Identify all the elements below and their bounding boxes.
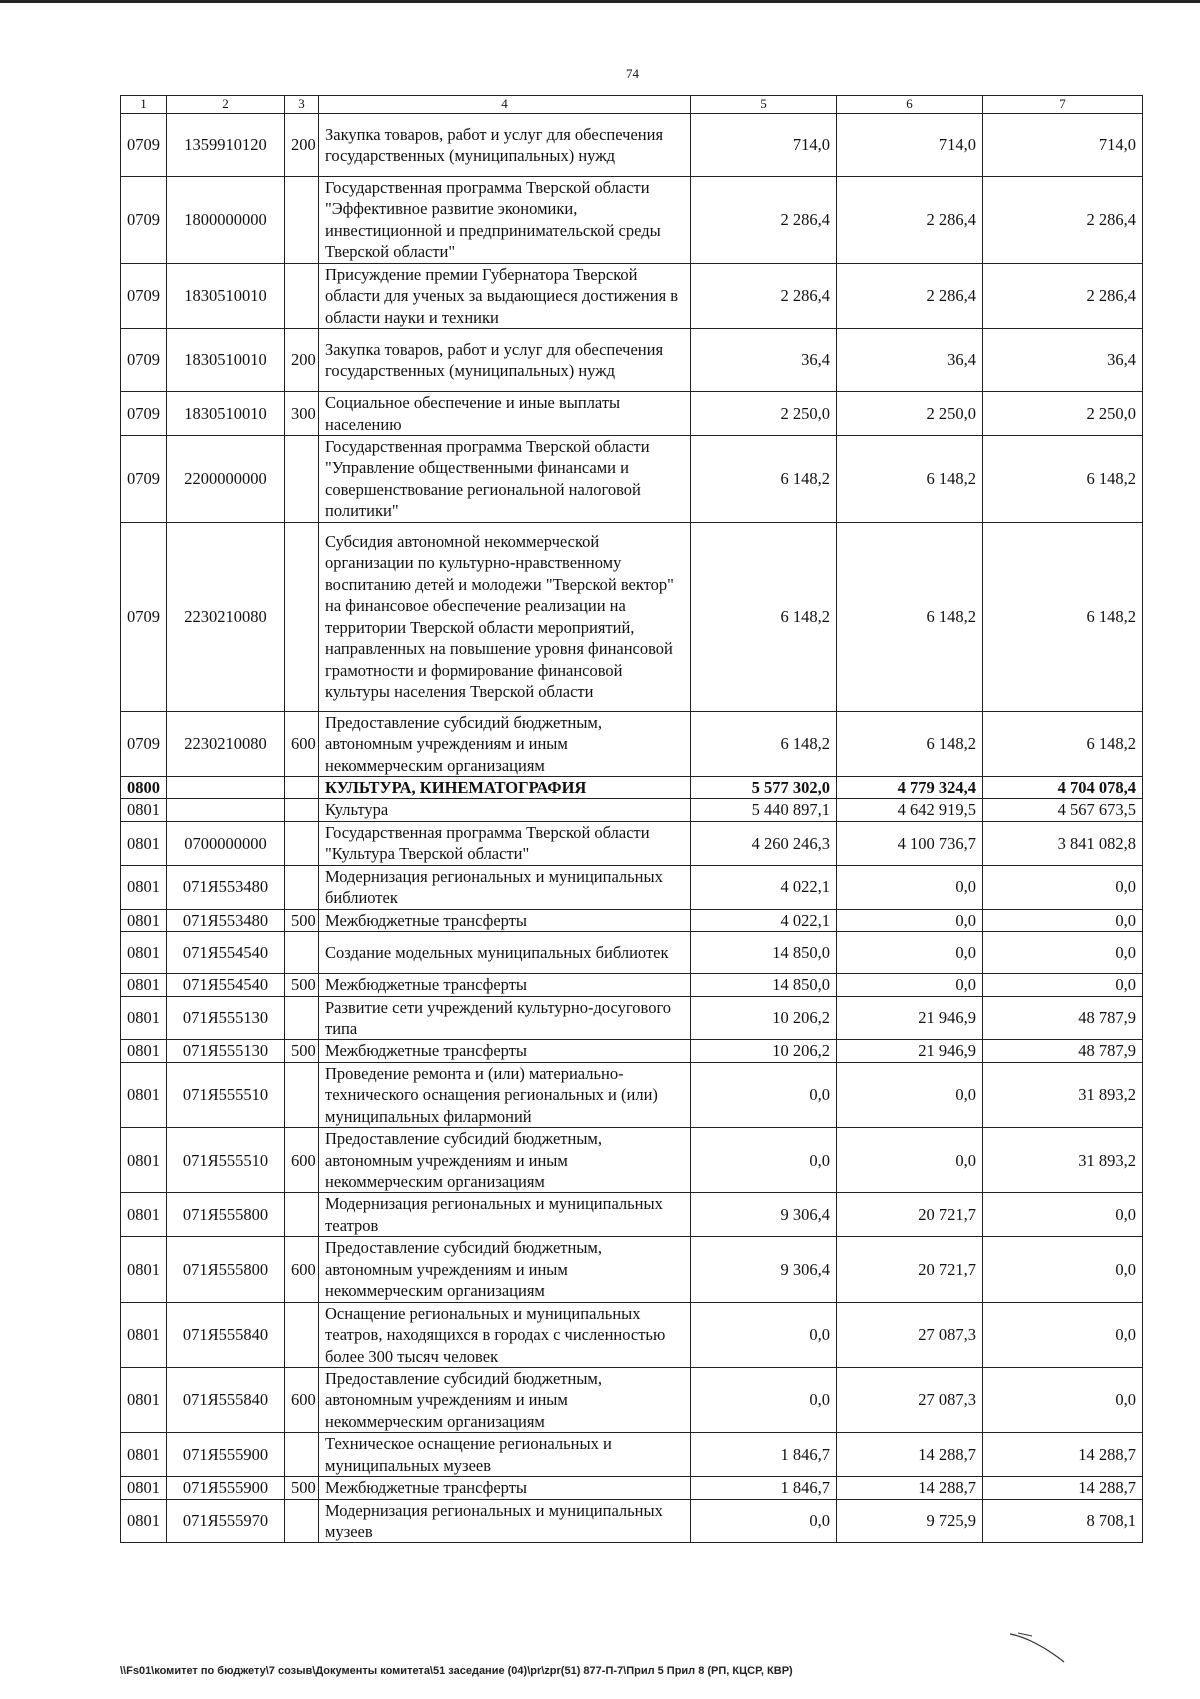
amount-col5-cell: 2 286,4 (691, 263, 837, 328)
target-code-cell: 071Я555130 (167, 1040, 285, 1062)
amount-col5-cell: 1 846,7 (691, 1477, 837, 1499)
item-name-cell: Государственная программа Тверской области "Эффективное развитие экономики, инвестиционной и предпринимательской среды Тверской области" (319, 177, 691, 264)
budget-table (120, 95, 1143, 1543)
amount-col6-cell: 0,0 (837, 1128, 983, 1193)
target-code-cell: 071Я555970 (167, 1499, 285, 1543)
target-code-cell: 1830510010 (167, 329, 285, 392)
amount-col6-cell: 2 286,4 (837, 263, 983, 328)
table-row (121, 909, 1143, 931)
amount-col5-cell: 0,0 (691, 1302, 837, 1367)
target-code-cell: 071Я554540 (167, 932, 285, 974)
amount-col7-cell: 48 787,9 (983, 996, 1143, 1040)
amount-col6-cell: 4 779 324,4 (837, 777, 983, 799)
expense-type-cell: 500 (285, 1040, 319, 1062)
amount-col5-cell: 10 206,2 (691, 996, 837, 1040)
amount-col7-cell: 31 893,2 (983, 1062, 1143, 1127)
amount-col6-cell: 2 286,4 (837, 177, 983, 264)
expense-type-cell: 300 (285, 392, 319, 436)
item-name-cell: Межбюджетные трансферты (319, 909, 691, 931)
amount-col5-cell: 14 850,0 (691, 974, 837, 996)
target-code-cell: 071Я555900 (167, 1477, 285, 1499)
target-code-cell: 071Я555510 (167, 1062, 285, 1127)
table-row (121, 1062, 1143, 1127)
table-row (121, 865, 1143, 909)
section-code-cell: 0801 (121, 1367, 167, 1432)
expense-type-cell: 600 (285, 1367, 319, 1432)
item-name-cell: Присуждение премии Губернатора Тверской области для ученых за выдающиеся достижения в области науки и техники (319, 263, 691, 328)
amount-col7-cell: 2 286,4 (983, 177, 1143, 264)
column-header: 6 (837, 96, 983, 114)
expense-type-cell (285, 522, 319, 711)
amount-col7-cell: 0,0 (983, 909, 1143, 931)
item-name-cell: Межбюджетные трансферты (319, 974, 691, 996)
target-code-cell (167, 777, 285, 799)
item-name-cell: Государственная программа Тверской области "Управление общественными финансами и совершенствование региональной налоговой политики" (319, 435, 691, 522)
amount-col6-cell: 0,0 (837, 1062, 983, 1127)
amount-col7-cell: 2 286,4 (983, 263, 1143, 328)
section-code-cell: 0709 (121, 329, 167, 392)
item-name-cell: Техническое оснащение региональных и муниципальных музеев (319, 1433, 691, 1477)
table-row (121, 1367, 1143, 1432)
table-row (121, 1040, 1143, 1062)
amount-col7-cell: 6 148,2 (983, 435, 1143, 522)
target-code-cell: 2230210080 (167, 522, 285, 711)
table-row (121, 392, 1143, 436)
target-code-cell: 1830510010 (167, 392, 285, 436)
section-code-cell: 0801 (121, 1433, 167, 1477)
table-row (121, 1499, 1143, 1543)
item-name-cell: Культура (319, 799, 691, 821)
amount-col7-cell: 0,0 (983, 974, 1143, 996)
target-code-cell: 071Я555800 (167, 1193, 285, 1237)
expense-type-cell (285, 1062, 319, 1127)
table-row (121, 435, 1143, 522)
amount-col7-cell: 14 288,7 (983, 1433, 1143, 1477)
amount-col7-cell: 0,0 (983, 1193, 1143, 1237)
table-row (121, 799, 1143, 821)
item-name-cell: Предоставление субсидий бюджетным, автономным учреждениям и иным некоммерческим организациям (319, 1128, 691, 1193)
column-header: 7 (983, 96, 1143, 114)
page-number: 74 (626, 66, 639, 81)
amount-col5-cell: 9 306,4 (691, 1237, 837, 1302)
table-row (121, 1193, 1143, 1237)
item-name-cell: Оснащение региональных и муниципальных театров, находящихся в городах с численностью более 300 тысяч человек (319, 1302, 691, 1367)
expense-type-cell (285, 821, 319, 865)
target-code-cell: 1830510010 (167, 263, 285, 328)
expense-type-cell (285, 263, 319, 328)
table-row (121, 1302, 1143, 1367)
target-code-cell: 071Я554540 (167, 974, 285, 996)
table-row (121, 329, 1143, 392)
target-code-cell: 071Я555130 (167, 996, 285, 1040)
section-code-cell: 0801 (121, 1040, 167, 1062)
item-name-cell: Модернизация региональных и муниципальных библиотек (319, 865, 691, 909)
expense-type-cell (285, 1433, 319, 1477)
amount-col5-cell: 714,0 (691, 114, 837, 177)
amount-col6-cell: 14 288,7 (837, 1477, 983, 1499)
table-row (121, 1433, 1143, 1477)
item-name-cell: Закупка товаров, работ и услуг для обеспечения государственных (муниципальных) нужд (319, 114, 691, 177)
column-header: 5 (691, 96, 837, 114)
amount-col7-cell: 6 148,2 (983, 522, 1143, 711)
amount-col6-cell: 36,4 (837, 329, 983, 392)
amount-col7-cell: 36,4 (983, 329, 1143, 392)
expense-type-cell: 500 (285, 909, 319, 931)
target-code-cell: 071Я555840 (167, 1302, 285, 1367)
section-code-cell: 0801 (121, 1302, 167, 1367)
column-number-row (121, 96, 1143, 114)
target-code-cell: 071Я555510 (167, 1128, 285, 1193)
expense-type-cell (285, 1193, 319, 1237)
table-row (121, 1237, 1143, 1302)
target-code-cell: 071Я555840 (167, 1367, 285, 1432)
table-row (121, 263, 1143, 328)
section-code-cell: 0801 (121, 1062, 167, 1127)
target-code-cell: 0700000000 (167, 821, 285, 865)
item-name-cell: Межбюджетные трансферты (319, 1477, 691, 1499)
expense-type-cell: 500 (285, 1477, 319, 1499)
column-header: 4 (319, 96, 691, 114)
amount-col7-cell: 0,0 (983, 932, 1143, 974)
amount-col5-cell: 5 577 302,0 (691, 777, 837, 799)
item-name-cell: Создание модельных муниципальных библиотек (319, 932, 691, 974)
amount-col6-cell: 6 148,2 (837, 711, 983, 776)
section-code-cell: 0800 (121, 777, 167, 799)
expense-type-cell (285, 435, 319, 522)
expense-type-cell (285, 1499, 319, 1543)
expense-type-cell (285, 865, 319, 909)
target-code-cell: 2200000000 (167, 435, 285, 522)
expense-type-cell: 200 (285, 114, 319, 177)
amount-col7-cell: 48 787,9 (983, 1040, 1143, 1062)
amount-col7-cell: 0,0 (983, 1302, 1143, 1367)
section-code-cell: 0801 (121, 865, 167, 909)
section-code-cell: 0801 (121, 821, 167, 865)
section-code-cell: 0709 (121, 711, 167, 776)
amount-col5-cell: 0,0 (691, 1367, 837, 1432)
item-name-cell: Модернизация региональных и муниципальных театров (319, 1193, 691, 1237)
item-name-cell: Закупка товаров, работ и услуг для обеспечения государственных (муниципальных) нужд (319, 329, 691, 392)
section-code-cell: 0801 (121, 932, 167, 974)
amount-col6-cell: 0,0 (837, 974, 983, 996)
amount-col6-cell: 4 642 919,5 (837, 799, 983, 821)
section-code-cell: 0801 (121, 1193, 167, 1237)
amount-col5-cell: 2 250,0 (691, 392, 837, 436)
target-code-cell: 071Я555900 (167, 1433, 285, 1477)
amount-col5-cell: 4 022,1 (691, 865, 837, 909)
target-code-cell: 2230210080 (167, 711, 285, 776)
section-code-cell: 0801 (121, 1237, 167, 1302)
amount-col5-cell: 4 022,1 (691, 909, 837, 931)
table-row (121, 932, 1143, 974)
amount-col6-cell: 6 148,2 (837, 522, 983, 711)
amount-col6-cell: 27 087,3 (837, 1367, 983, 1432)
section-code-cell: 0709 (121, 177, 167, 264)
amount-col6-cell: 9 725,9 (837, 1499, 983, 1543)
amount-col7-cell: 31 893,2 (983, 1128, 1143, 1193)
column-header: 2 (167, 96, 285, 114)
item-name-cell: Предоставление субсидий бюджетным, автономным учреждениям и иным некоммерческим организациям (319, 711, 691, 776)
amount-col7-cell: 4 567 673,5 (983, 799, 1143, 821)
item-name-cell: Межбюджетные трансферты (319, 1040, 691, 1062)
amount-col6-cell: 21 946,9 (837, 996, 983, 1040)
expense-type-cell (285, 799, 319, 821)
target-code-cell: 071Я555800 (167, 1237, 285, 1302)
amount-col6-cell: 20 721,7 (837, 1193, 983, 1237)
amount-col5-cell: 9 306,4 (691, 1193, 837, 1237)
section-code-cell: 0709 (121, 522, 167, 711)
item-name-cell: Модернизация региональных и муниципальных музеев (319, 1499, 691, 1543)
amount-col5-cell: 0,0 (691, 1062, 837, 1127)
table-row (121, 974, 1143, 996)
target-code-cell (167, 799, 285, 821)
amount-col6-cell: 14 288,7 (837, 1433, 983, 1477)
amount-col5-cell: 6 148,2 (691, 711, 837, 776)
amount-col5-cell: 5 440 897,1 (691, 799, 837, 821)
table-row (121, 114, 1143, 177)
amount-col6-cell: 20 721,7 (837, 1237, 983, 1302)
section-code-cell: 0801 (121, 1477, 167, 1499)
column-header: 1 (121, 96, 167, 114)
expense-type-cell: 600 (285, 1237, 319, 1302)
expense-type-cell (285, 1302, 319, 1367)
item-name-cell: КУЛЬТУРА, КИНЕМАТОГРАФИЯ (319, 777, 691, 799)
amount-col5-cell: 2 286,4 (691, 177, 837, 264)
item-name-cell: Государственная программа Тверской области "Культура Тверской области" (319, 821, 691, 865)
amount-col5-cell: 1 846,7 (691, 1433, 837, 1477)
amount-col7-cell: 3 841 082,8 (983, 821, 1143, 865)
amount-col6-cell: 0,0 (837, 865, 983, 909)
amount-col5-cell: 10 206,2 (691, 1040, 837, 1062)
amount-col7-cell: 0,0 (983, 1367, 1143, 1432)
section-code-cell: 0801 (121, 909, 167, 931)
expense-type-cell: 600 (285, 711, 319, 776)
amount-col6-cell: 21 946,9 (837, 1040, 983, 1062)
item-name-cell: Предоставление субсидий бюджетным, автономным учреждениям и иным некоммерческим организациям (319, 1237, 691, 1302)
section-code-cell: 0801 (121, 974, 167, 996)
item-name-cell: Субсидия автономной некоммерческой организации по культурно-нравственному воспитанию детей и молодежи "Тверской вектор" на финансовое обеспечение реализации на территории Тверской области мероприятий, направленных на повышение уровня финансовой грамотности и формирование финансовой культуры населения Тверской области (319, 522, 691, 711)
amount-col7-cell: 0,0 (983, 1237, 1143, 1302)
amount-col6-cell: 2 250,0 (837, 392, 983, 436)
amount-col5-cell: 36,4 (691, 329, 837, 392)
expense-type-cell (285, 996, 319, 1040)
expense-type-cell: 600 (285, 1128, 319, 1193)
table-row (121, 711, 1143, 776)
expense-type-cell (285, 777, 319, 799)
top-border-line (0, 0, 1200, 3)
target-code-cell: 071Я553480 (167, 909, 285, 931)
table-body (121, 114, 1143, 1543)
table-row (121, 1128, 1143, 1193)
table-row (121, 1477, 1143, 1499)
amount-col6-cell: 714,0 (837, 114, 983, 177)
target-code-cell: 1359910120 (167, 114, 285, 177)
section-code-cell: 0709 (121, 435, 167, 522)
amount-col6-cell: 4 100 736,7 (837, 821, 983, 865)
expense-type-cell (285, 177, 319, 264)
section-code-cell: 0709 (121, 392, 167, 436)
item-name-cell: Предоставление субсидий бюджетным, автономным учреждениям и иным некоммерческим организациям (319, 1367, 691, 1432)
item-name-cell: Проведение ремонта и (или) материально-технического оснащения региональных и (или) муниципальных филармоний (319, 1062, 691, 1127)
expense-type-cell: 200 (285, 329, 319, 392)
table-row (121, 177, 1143, 264)
amount-col7-cell: 714,0 (983, 114, 1143, 177)
amount-col5-cell: 0,0 (691, 1128, 837, 1193)
amount-col7-cell: 2 250,0 (983, 392, 1143, 436)
amount-col7-cell: 8 708,1 (983, 1499, 1143, 1543)
amount-col5-cell: 0,0 (691, 1499, 837, 1543)
target-code-cell: 071Я553480 (167, 865, 285, 909)
amount-col7-cell: 14 288,7 (983, 1477, 1143, 1499)
amount-col5-cell: 4 260 246,3 (691, 821, 837, 865)
item-name-cell: Социальное обеспечение и иные выплаты населению (319, 392, 691, 436)
amount-col7-cell: 0,0 (983, 865, 1143, 909)
amount-col5-cell: 6 148,2 (691, 522, 837, 711)
section-code-cell: 0801 (121, 1128, 167, 1193)
amount-col7-cell: 6 148,2 (983, 711, 1143, 776)
column-header: 3 (285, 96, 319, 114)
table-row (121, 777, 1143, 799)
item-name-cell: Развитие сети учреждений культурно-досугового типа (319, 996, 691, 1040)
table-row (121, 522, 1143, 711)
amount-col7-cell: 4 704 078,4 (983, 777, 1143, 799)
amount-col5-cell: 14 850,0 (691, 932, 837, 974)
amount-col6-cell: 0,0 (837, 932, 983, 974)
section-code-cell: 0801 (121, 799, 167, 821)
target-code-cell: 1800000000 (167, 177, 285, 264)
section-code-cell: 0801 (121, 1499, 167, 1543)
expense-type-cell (285, 932, 319, 974)
table-row (121, 996, 1143, 1040)
amount-col6-cell: 27 087,3 (837, 1302, 983, 1367)
file-path-footer: \\Fs01\комитет по бюджету\7 созыв\Документы комитета\51 заседание (04)\pr\zpr(51) 877-П-7\Прил 5 Прил 8 (РП, КЦСР, КВР) (120, 1665, 793, 1677)
section-code-cell: 0709 (121, 263, 167, 328)
section-code-cell: 0709 (121, 114, 167, 177)
expense-type-cell: 500 (285, 974, 319, 996)
signature-mark-icon (1008, 1630, 1068, 1670)
amount-col5-cell: 6 148,2 (691, 435, 837, 522)
table-row (121, 821, 1143, 865)
amount-col6-cell: 0,0 (837, 909, 983, 931)
amount-col6-cell: 6 148,2 (837, 435, 983, 522)
section-code-cell: 0801 (121, 996, 167, 1040)
